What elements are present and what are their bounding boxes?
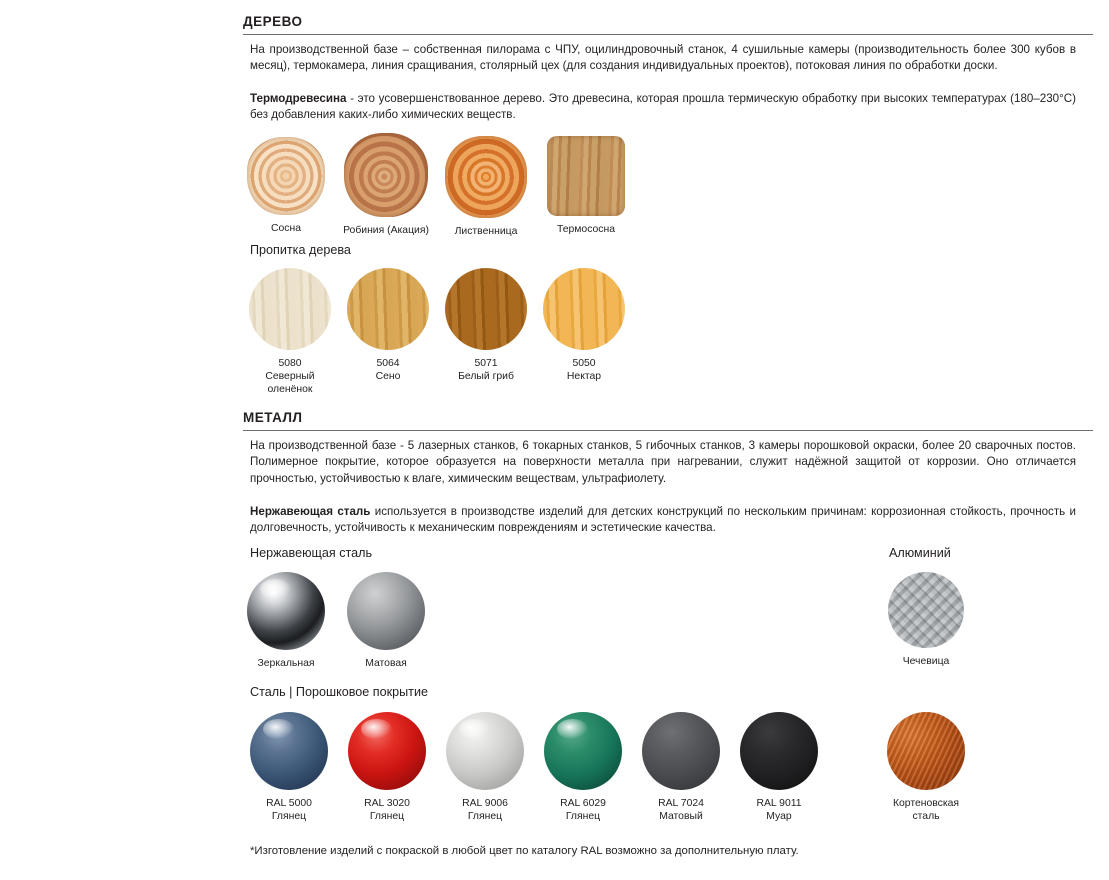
wood-sample-larch-icon <box>445 136 527 218</box>
powder-ral-9006-code: RAL 9006 <box>462 798 508 809</box>
powder-ral-7024-icon <box>642 712 720 790</box>
stainless-matte-label: Матовая <box>365 658 407 669</box>
powder-ral-9006-finish: Глянец <box>467 811 503 822</box>
powder-ral-9006-icon <box>446 712 524 790</box>
powder-ral-9011-finish: Муар <box>766 811 792 822</box>
powder-ral-6029-code: RAL 6029 <box>560 798 606 809</box>
wood-species-larch-label: Лиственница <box>454 226 518 237</box>
powder-ral-5000-code: RAL 5000 <box>266 798 312 809</box>
section-header-wood <box>243 14 1093 35</box>
corten-name-1: Кортеновская <box>892 798 960 809</box>
aluminium-lentil-icon <box>888 572 964 648</box>
impregnation-5050-caption <box>524 357 644 383</box>
wood-sample-robinia-icon <box>344 133 428 217</box>
metal-paragraph-1: На производственной базе - 5 лазерных станков, 6 токарных станков, 5 гибочных станков, 3 камеры порошковой окраски, более 20 сварочных постов. Полимерное покрытие, которое образуется на поверхности металла при нагревании, служит надёжной защитой от коррозии. Оно отличается прочностью, устойчивостью к влаге, химическим веществам, ультрафиолету. <box>250 439 1076 485</box>
powder-coating-heading: Сталь | Порошковое покрытие <box>250 685 428 699</box>
section-title-wood: ДЕРЕВО <box>243 14 303 29</box>
impregnation-5071-name-1: Белый гриб <box>458 371 514 382</box>
impregnation-5050-code: 5050 <box>572 358 596 369</box>
powder-ral-7024-code: RAL 7024 <box>658 798 704 809</box>
powder-ral-3020-icon <box>348 712 426 790</box>
powder-swatch-ral-9011[interactable] <box>719 712 839 823</box>
corten-swatch[interactable] <box>866 712 986 823</box>
impregnation-color-5064-icon <box>347 268 429 350</box>
impregnation-5064-code: 5064 <box>376 358 400 369</box>
aluminium-lentil-label: Чечевица <box>902 656 950 667</box>
powder-ral-9011-caption <box>719 797 839 823</box>
wood-paragraph-1: На производственной базе – собственная пилорама с ЧПУ, оцилиндровочный станок, 4 сушильные камеры (производительность более 300 кубов в месяц), термокамера, линия сращивания, столярный цех (для создания индивидуальных проектов), потоковая линия по обработки доски. <box>250 43 1076 73</box>
impregnation-color-5050-icon <box>543 268 625 350</box>
impregnation-5050-name-1: Нектар <box>566 371 602 382</box>
impregnation-5080-name-1: Северный <box>265 371 315 382</box>
divider-wood <box>243 34 1093 35</box>
powder-ral-5000-finish: Глянец <box>271 811 307 822</box>
impregnation-5071-code: 5071 <box>474 358 498 369</box>
impregnation-color-5071-icon <box>445 268 527 350</box>
powder-ral-6029-finish: Глянец <box>565 811 601 822</box>
wood-sample-pine-icon <box>247 137 325 215</box>
impregnation-5064-name-1: Сено <box>375 371 401 382</box>
powder-ral-9011-code: RAL 9011 <box>756 798 802 809</box>
impregnation-swatch-5050[interactable] <box>524 268 644 383</box>
aluminium-heading: Алюминий <box>889 546 951 560</box>
wood-paragraph-2-rest: - это усовершенствованное дерево. Это древесина, которая прошла термическую обработку при высоких температурах (180–230°C) без добавления каких-либо химических веществ. <box>250 92 1076 122</box>
metal-paragraph-2-bold: Нержавеющая сталь <box>250 505 371 518</box>
corten-name-2: сталь <box>912 811 940 822</box>
powder-ral-5000-icon <box>250 712 328 790</box>
corten-caption <box>866 797 986 823</box>
powder-ral-6029-icon <box>544 712 622 790</box>
corten-steel-icon <box>887 712 965 790</box>
powder-ral-3020-code: RAL 3020 <box>364 798 410 809</box>
impregnation-heading: Пропитка дерева <box>250 243 351 257</box>
powder-ral-7024-finish: Матовый <box>659 811 703 822</box>
footnote: *Изготовление изделий с покраской в любой цвет по каталогу RAL возможно за дополнительную плату. <box>250 845 799 857</box>
metal-paragraph-2 <box>250 504 1076 537</box>
wood-species-thermo-pine[interactable] <box>526 136 646 236</box>
wood-paragraph-2-bold: Термодревесина <box>250 92 347 105</box>
impregnation-5080-name-2: оленёнок <box>267 384 313 395</box>
stainless-matte-icon <box>347 572 425 650</box>
stainless-swatch-matte[interactable] <box>326 572 446 670</box>
metal-paragraph-2-rest: используется в производстве изделий для детских конструкций по нескольким причинам: коррозионная стойкость, прочность и долговечность, устойчивость к механическим повреждениям и эстетические качества. <box>250 505 1076 535</box>
stainless-mirror-label: Зеркальная <box>257 658 315 669</box>
section-header-metal <box>243 410 1093 431</box>
section-title-metal: МЕТАЛЛ <box>243 410 303 425</box>
impregnation-5080-code: 5080 <box>278 358 302 369</box>
powder-ral-3020-finish: Глянец <box>369 811 405 822</box>
divider-metal <box>243 430 1093 431</box>
stainless-heading: Нержавеющая сталь <box>250 546 373 560</box>
wood-species-pine-label: Сосна <box>271 223 301 234</box>
powder-ral-9011-icon <box>740 712 818 790</box>
aluminium-swatch-lentil[interactable] <box>866 572 986 668</box>
stainless-mirror-icon <box>247 572 325 650</box>
impregnation-color-5080-icon <box>249 268 331 350</box>
wood-species-robinia-label: Робиния (Акация) <box>343 225 429 236</box>
wood-species-thermo-pine-label: Термососна <box>556 224 616 235</box>
wood-paragraph-2 <box>250 91 1076 124</box>
wood-sample-thermo-pine-icon <box>547 136 625 216</box>
